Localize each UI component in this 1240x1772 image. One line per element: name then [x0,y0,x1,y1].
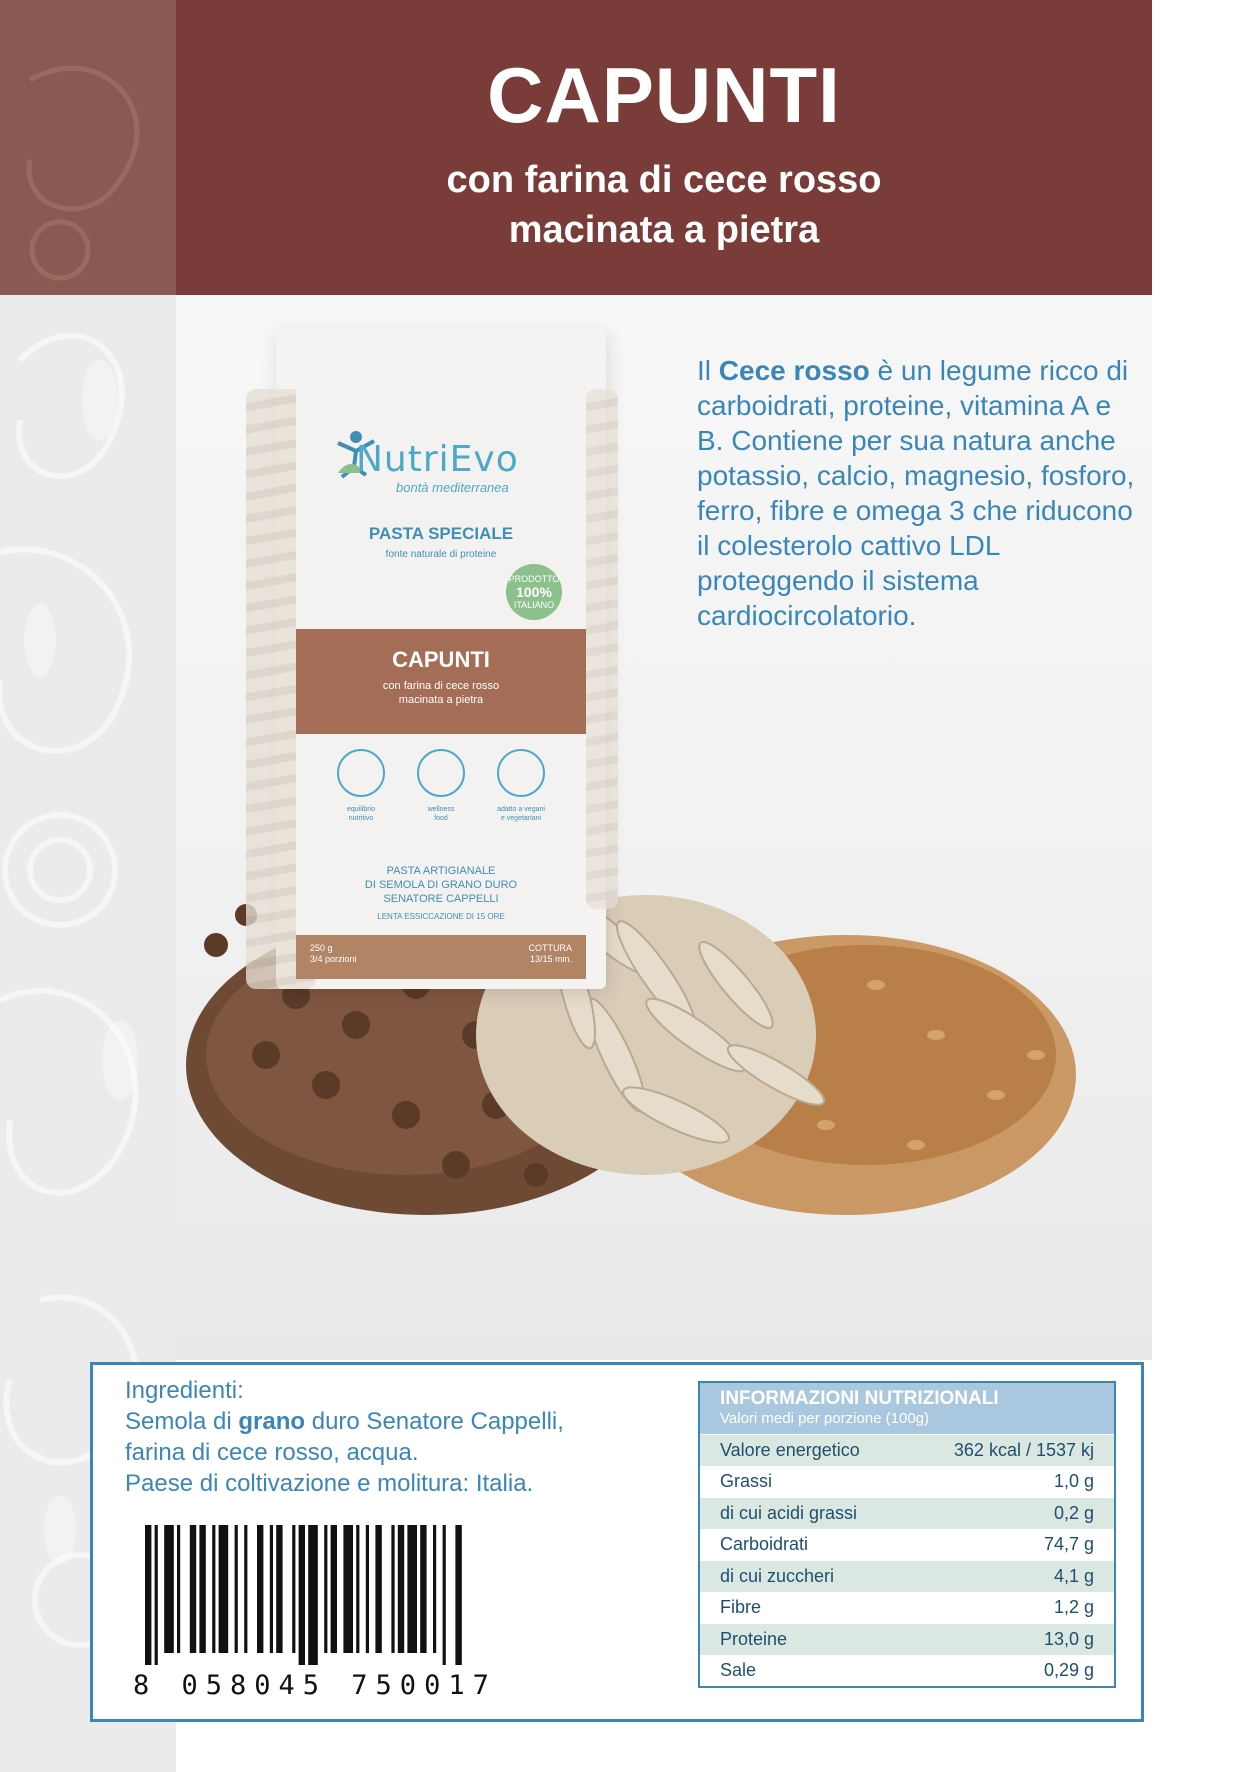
product-photo [176,295,1152,1360]
nutrient-label: di cui acidi grassi [720,1502,858,1523]
barcode-bar [356,1525,359,1653]
barcode-bar [398,1525,404,1653]
page-title: CAPUNTI [487,51,841,139]
nutrition-row [700,1623,1114,1655]
ingredients-allergen: grano [238,1408,306,1435]
portions-value: 3/4 porzioni [310,954,357,964]
badge-line-3: ITALIANO [513,600,555,610]
leaf-icon [497,749,545,797]
header-band [176,0,1152,295]
subtitle-line-1: con farina di cece rosso [446,159,882,201]
barcode-bar [199,1525,205,1653]
brand-tagline: bontà mediterranea [396,480,509,495]
nutrition-row [700,1434,1114,1466]
feature-vegan-line-2: e vegetariani [500,815,542,822]
feature-vegan [486,749,556,823]
barcode-bar [331,1525,337,1653]
nutrient-value: 0,29 g [1043,1660,1094,1681]
nutrition-row [700,1592,1114,1624]
barcode-bar [177,1525,180,1653]
package-weight [310,943,357,965]
nutrient-label: Fibre [720,1597,762,1618]
nutrient-value: 1,2 g [1053,1597,1094,1618]
barcode-bar [164,1525,174,1653]
ingredients-block [125,1375,685,1499]
cooking-time: 13/15 min. [529,954,572,964]
ingredients-pre: Semola di [125,1408,239,1435]
right-margin [1152,0,1240,1772]
ingredients-post: duro Senatore Cappelli, [305,1408,564,1435]
ingredients-label: Ingredienti: [125,1377,244,1404]
feature-balance-line-1: equilibrio [346,806,376,813]
barcode-bar [455,1525,461,1665]
package-desc-line-2: macinata a pietra [398,694,484,706]
feature-balance [326,749,396,823]
yoga-icon [337,749,385,797]
barcode-bar [190,1525,196,1653]
heartbeat-icon [417,749,465,797]
nutrient-value: 4,1 g [1053,1565,1094,1586]
subtitle-line-2: macinata a pietra [508,209,820,251]
package-product-desc [296,679,586,707]
nutrition-rows [700,1434,1114,1686]
nutrient-label: di cui zuccheri [720,1565,835,1586]
artisan-line-3: SENATORE CAPPELLI [383,893,499,905]
barcode-bar [407,1525,417,1653]
page-subtitle [176,155,1152,255]
package-category: PASTA SPECIALE [368,524,514,543]
nutrient-value: 74,7 g [1043,1534,1094,1555]
package-footer-band [296,935,586,979]
ingredients-line-1 [125,1406,685,1437]
nutrition-row [700,1466,1114,1498]
barcode-icon [139,1525,579,1670]
nutrition-subtitle: Valori medi per porzione (100g) [720,1410,929,1427]
package-front [296,359,586,979]
barcode-bar [276,1525,282,1653]
description-intro: Il [697,355,719,386]
weight-value: 250 g [310,943,333,953]
package-window-right [586,389,618,909]
badge-line-2: 100% [516,584,552,600]
package-cooking [529,943,573,965]
nutrient-label: Grassi [720,1471,773,1492]
feature-balance-line-2: nutritivo [348,815,374,822]
description-highlight: Cece rosso [718,355,870,386]
nutrient-value: 13,0 g [1043,1628,1094,1649]
nutrient-value: 0,2 g [1053,1502,1094,1523]
nutrient-value: 362 kcal / 1537 kj [953,1439,1094,1460]
barcode-bar [212,1525,215,1653]
nutrition-row [700,1529,1114,1561]
package-desc-line-1: con farina di cece rosso [382,680,500,692]
barcode-bar [343,1525,353,1653]
nutrition-title: INFORMAZIONI NUTRIZIONALI [720,1388,999,1409]
info-panel [90,1362,1144,1722]
package-feature-icons [326,749,556,823]
nutrition-row [700,1497,1114,1529]
nutrition-row [700,1560,1114,1592]
nutrient-label: Sale [720,1660,757,1681]
feature-wellness-line-1: wellness [427,806,455,813]
barcode-bar [308,1525,318,1665]
barcode-bar [270,1525,273,1653]
barcode-bar [443,1525,446,1665]
barcode-bar [324,1525,327,1653]
barcode-bar [299,1525,305,1665]
barcode-bar [244,1525,247,1653]
nutrient-value: 1,0 g [1053,1471,1094,1492]
description-text: è un legume ricco di carboidrati, proteine, vitamina A e B. Contiene per sua natura anche potassio, calcio, magnesio, fosforo, ferro, fibre e omega 3 che riducono il colesterolo cattivo LDL proteggendo il sistema cardiocircolatorio. [697,355,1135,631]
barcode-bar [375,1525,381,1653]
barcode-bar [257,1525,263,1653]
ingredients-line-3: Paese di coltivazione e molitura: Italia. [125,1470,534,1497]
barcode-bar [433,1525,436,1653]
nutrition-header [700,1383,1114,1434]
package-drying-text: LENTA ESSICCAZIONE DI 15 ORE [377,912,505,921]
artisan-line-1: PASTA ARTIGIANALE [386,865,496,877]
nutrition-table [698,1381,1116,1688]
barcode-bar [366,1525,369,1653]
barcode-bar [420,1525,426,1653]
barcode-bar [391,1525,394,1653]
cooking-label: COTTURA [528,943,572,953]
nutrition-row [700,1655,1114,1687]
badge-line-1: PRODOTTO [508,574,560,584]
artisan-line-2: DI SEMOLA DI GRANO DURO [364,879,518,891]
package-product-name: CAPUNTI [392,647,490,672]
ingredients-line-2: farina di cece rosso, acqua. [125,1439,419,1466]
barcode-bar [155,1525,158,1665]
product-description [697,353,1137,633]
barcode-number: 8 058045 750017 [133,1670,497,1701]
package-artisan-text [296,864,586,906]
nutrient-label: Carboidrati [720,1534,809,1555]
nutrient-label: Valore energetico [720,1439,860,1460]
package-category-sub: fonte naturale di proteine [385,549,497,560]
feature-vegan-line-1: adatto a vegani [497,806,545,813]
feature-wellness-line-2: food [434,815,448,822]
package-name-band [296,629,586,734]
barcode-bar [145,1525,151,1665]
barcode-bar [219,1525,229,1653]
italian-product-badge [506,564,562,620]
barcode-bar [292,1525,295,1653]
brand-name: NutriEvo [356,439,519,480]
pasta-package [276,329,606,989]
brand-logo [356,439,556,495]
nutrient-label: Proteine [720,1628,788,1649]
barcode-bar [235,1525,238,1653]
feature-wellness [406,749,476,823]
